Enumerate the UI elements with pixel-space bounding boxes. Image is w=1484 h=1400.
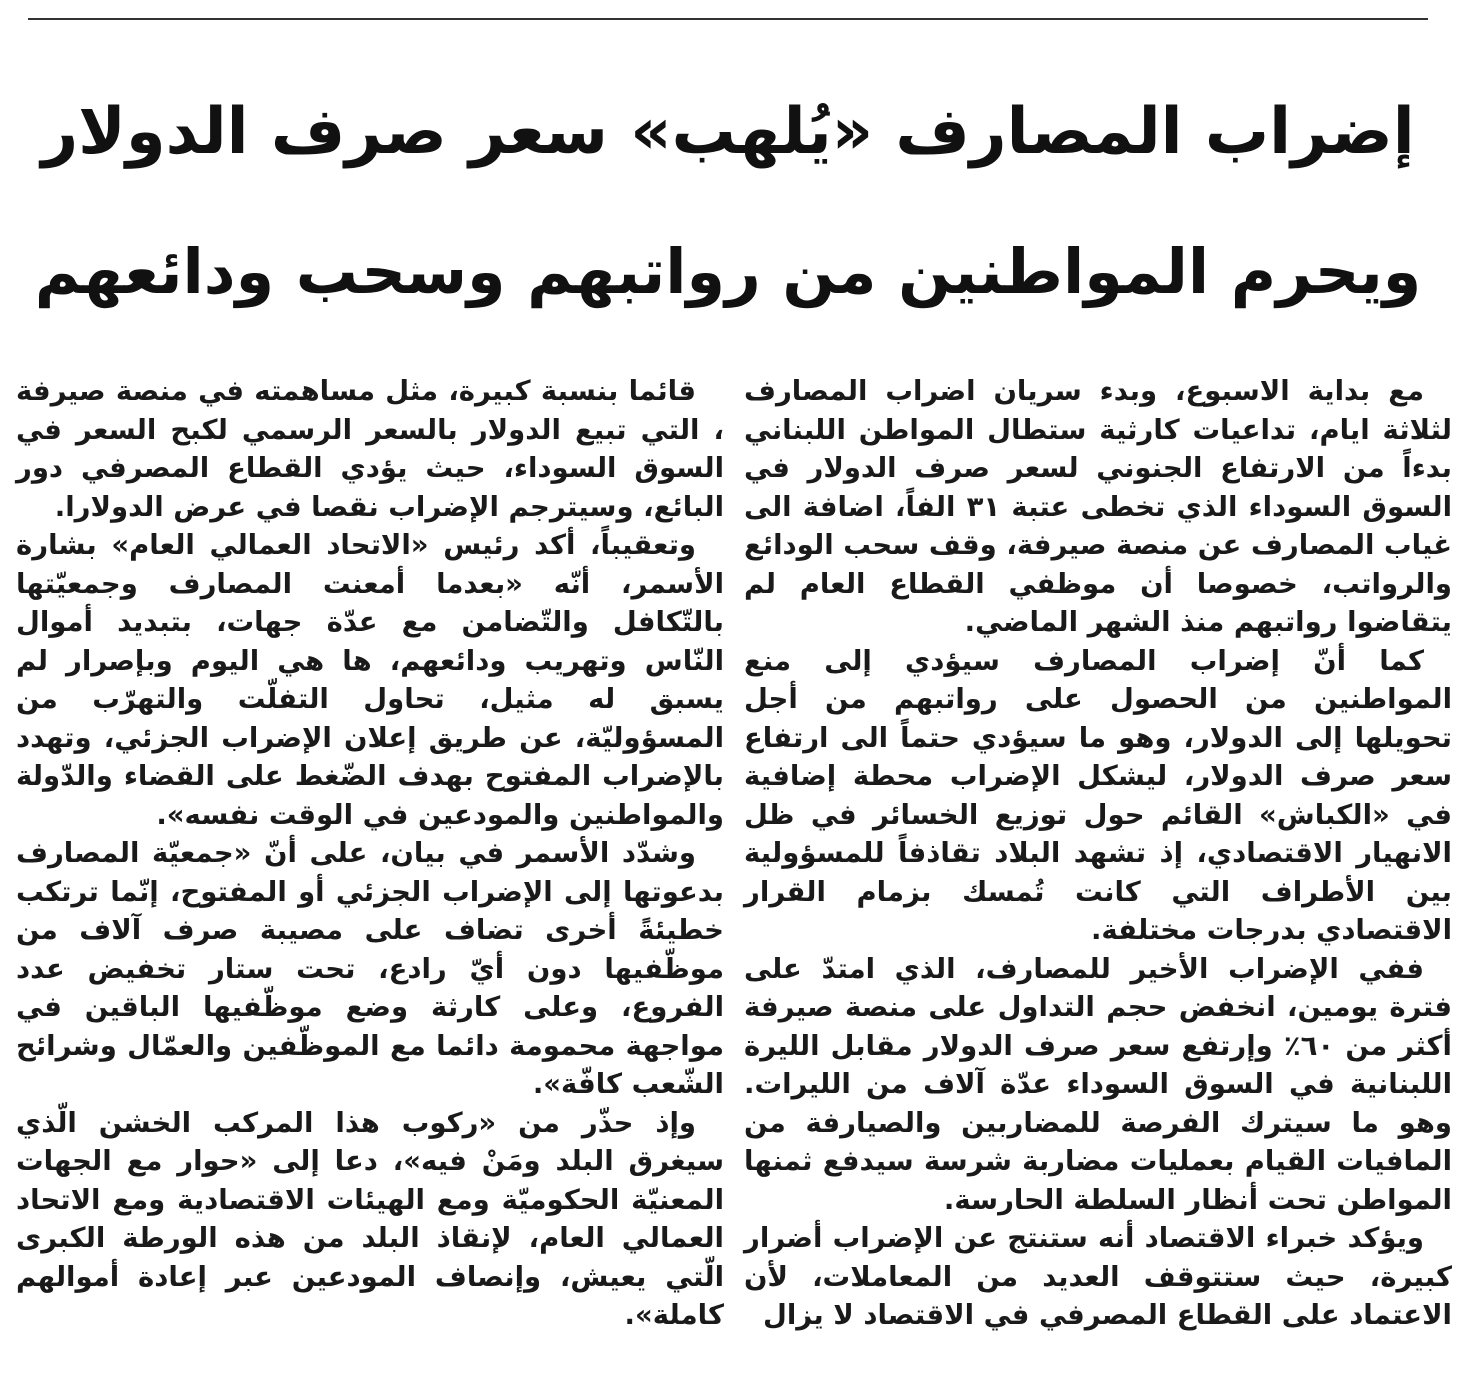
article-paragraph: وتعقيباً، أكد رئيس «الاتحاد العمالي العام» بشارة الأسمر، أنّه «بعدما أمعنت المصارف وجمعيّتها بالتّكافل والتّضامن مع عدّة جهات، بتبديد أموال النّاس وتهريب ودائعهم، ها هي اليوم وبإصرار لم يسبق له مثيل، تحاول التفلّت والتهرّب من المسؤوليّة، عن طريق إعلان الإضراب الجزئي، وتهدد بالإضراب المفتوح بهدف الضّغط على القضاء والدّولة والمواطنين والمودعين في الوقت نفسه». [16, 529, 724, 831]
article-column-left [16, 372, 724, 1335]
article-column-right [744, 372, 1452, 1335]
article-paragraph: وإذ حذّر من «ركوب هذا المركب الخشن الّذي سيغرق البلد ومَنْ فيه»، دعا إلى «حوار مع الجهات المعنيّة الحكوميّة ومع الهيئات الاقتصادية ومع الاتحاد العمالي العام، لإنقاذ البلد من هذه الورطة الكبرى الّتي يعيش، وإنصاف المودعين عبر إعادة أموالهم كاملة». [16, 1106, 724, 1331]
article-paragraph: قائما بنسبة كبيرة، مثل مساهمته في منصة صيرفة ، التي تبيع الدولار بالسعر الرسمي لكبح السعر في السوق السوداء، حيث يؤدي القطاع المصرفي دور البائع، وسيترجم الإضراب نقصا في عرض الدولارا. [16, 375, 724, 523]
article-paragraph: وشدّد الأسمر في بيان، على أنّ «جمعيّة المصارف بدعوتها إلى الإضراب الجزئي أو المفتوح، إنّما ترتكب خطيئةً أخرى تضاف على مصيبة صرف آلاف من موظّفيها دون أيّ رادع، تحت ستار تخفيض عدد الفروع، وعلى كارثة وضع موظّفيها الباقين في مواجهة محمومة دائما مع الموظّفين والعمّال وشرائح الشّعب كافّة». [16, 837, 724, 1100]
headline [28, 62, 1428, 342]
article-paragraph: ويؤكد خبراء الاقتصاد أنه ستنتج عن الإضراب أضرار كبيرة، حيث ستتوقف العديد من المعاملات، لأن الاعتماد على القطاع المصرفي في الاقتصاد لا يزال [744, 1222, 1452, 1331]
top-divider [28, 18, 1428, 20]
headline-line-2: ويحرم المواطنين من رواتبهم وسحب ودائعهم [34, 235, 1422, 308]
article-paragraph: كما أنّ إضراب المصارف سيؤدي إلى منع المواطنين من الحصول على رواتبهم من أجل تحويلها إلى الدولار، وهو ما سيؤدي حتماً الى ارتفاع سعر صرف الدولار، ليشكل الإضراب محطة إضافية في «الكباش» القائم حول توزيع الخسائر في ظل الانهيار الاقتصادي، إذ تشهد البلاد تقاذفاً للمسؤولية بين الأطراف التي كانت تُمسك بزمام القرار الاقتصادي بدرجات مختلفة. [744, 644, 1452, 946]
article-paragraph: مع بداية الاسبوع، وبدء سريان اضراب المصارف لثلاثة ايام، تداعيات كارثية ستطال المواطن اللبناني بدءاً من الارتفاع الجنوني لسعر صرف الدولار في السوق السوداء الذي تخطى عتبة ٣١ الفاً، اضافة الى غياب المصارف عن منصة صيرفة، وقف سحب الودائع والرواتب، خصوصا أن موظفي القطاع العام لم يتقاضوا رواتبهم منذ الشهر الماضي. [744, 375, 1452, 638]
article-paragraph: ففي الإضراب الأخير للمصارف، الذي امتدّ على فترة يومين، انخفض حجم التداول على منصة صيرفة أكثر من ٦٠٪ وإرتفع سعر صرف الدولار مقابل الليرة اللبنانية في السوق السوداء عدّة آلاف من الليرات. وهو ما سيترك الفرصة للمضاربين والصيارفة من المافيات القيام بعمليات مضاربة شرسة سيدفع ثمنها المواطن تحت أنظار السلطة الحارسة. [744, 952, 1452, 1216]
headline-line-1: إضراب المصارف «يُلهب» سعر صرف الدولار [41, 95, 1415, 169]
